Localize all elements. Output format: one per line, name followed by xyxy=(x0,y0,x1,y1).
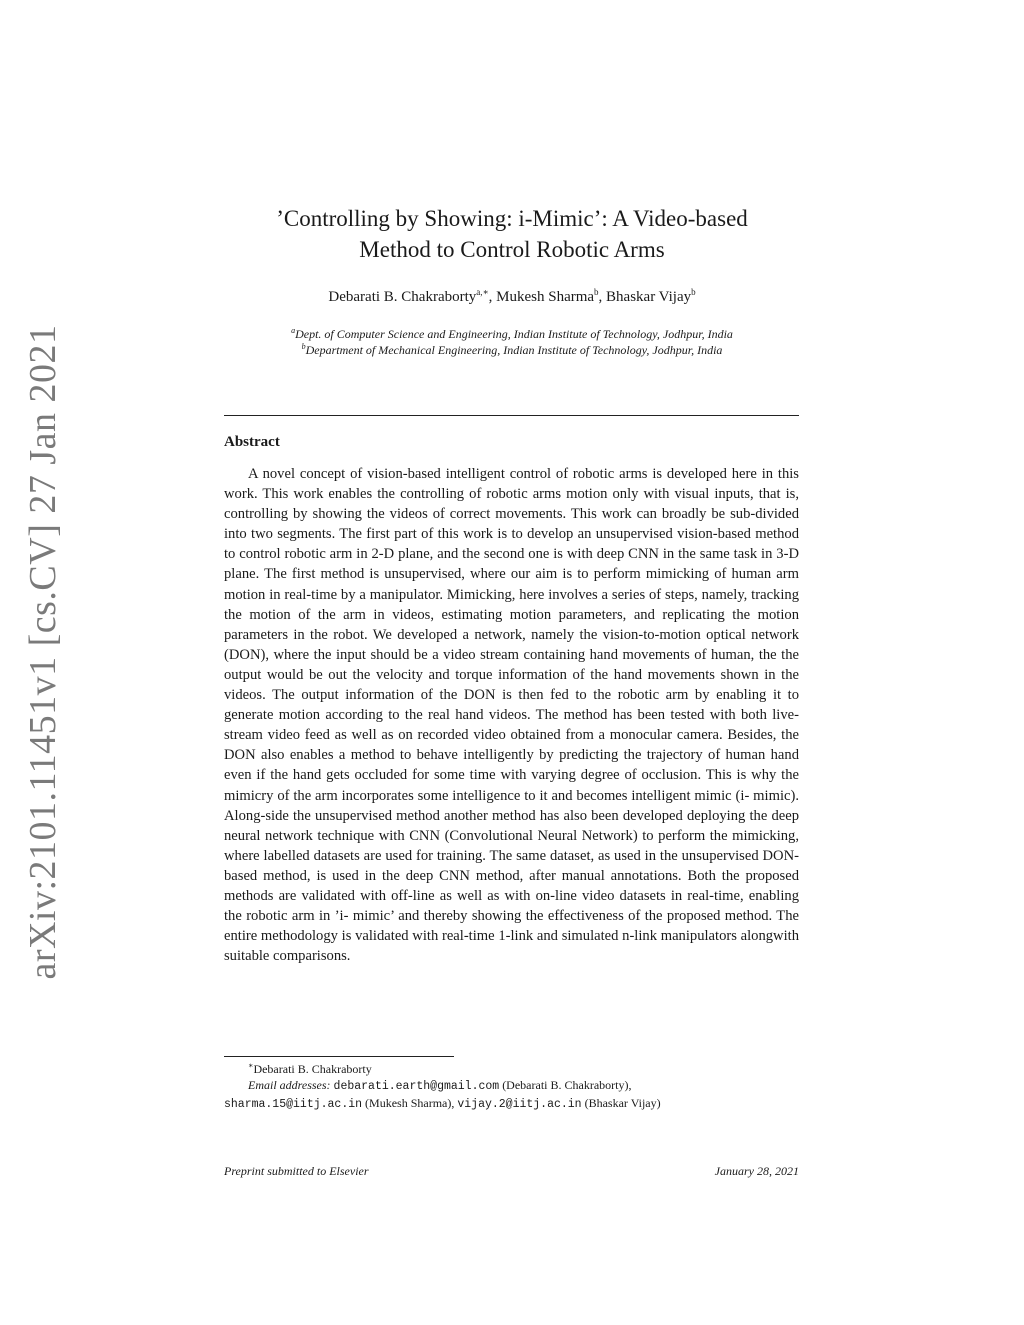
affiliation-mark: a xyxy=(291,326,296,335)
author-separator: , xyxy=(598,289,607,305)
email-line-1 xyxy=(224,1077,799,1095)
author-affiliation-mark: b xyxy=(594,287,599,297)
affiliation-line xyxy=(224,326,800,342)
author-name: Mukesh Sharma xyxy=(496,289,595,305)
paper-title xyxy=(224,203,800,265)
abstract-heading: Abstract xyxy=(224,434,280,450)
author-name: Debarati B. Chakraborty xyxy=(328,289,477,305)
email-address[interactable]: sharma.15@iitj.ac.in xyxy=(224,1098,363,1111)
author-affiliation-mark: b xyxy=(691,287,696,297)
author-separator: , xyxy=(488,289,497,305)
corresponding-author-note xyxy=(224,1061,799,1077)
affiliations xyxy=(224,326,800,358)
affiliation-text: Dept. of Computer Science and Engineering, Indian Institute of Technology, Jodhpur, India xyxy=(295,327,733,341)
email-label: Email addresses: xyxy=(248,1078,331,1092)
footnotes xyxy=(224,1061,799,1113)
email-line-2 xyxy=(224,1095,799,1113)
email-owner: (Bhaskar Vijay) xyxy=(581,1096,661,1110)
author-affiliation-mark: a,∗ xyxy=(476,287,489,297)
abstract-body xyxy=(224,464,799,966)
arxiv-identifier: arXiv:2101.11451v1 [cs.CV] 27 Jan 2021 xyxy=(22,324,64,980)
footnote-divider xyxy=(224,1056,454,1057)
author-name: Bhaskar Vijay xyxy=(606,289,692,305)
email-owner: (Mukesh Sharma), xyxy=(362,1096,458,1110)
email-address[interactable]: debarati.earth@gmail.com xyxy=(333,1080,500,1093)
author-list xyxy=(224,289,800,306)
corresponding-author-name: Debarati B. Chakraborty xyxy=(253,1062,372,1076)
affiliation-line xyxy=(224,342,800,358)
footnote-mark: ∗ xyxy=(248,1061,254,1070)
title-line-2: Method to Control Robotic Arms xyxy=(359,237,665,262)
title-line-1: ’Controlling by Showing: i-Mimic’: A Video-based xyxy=(276,206,748,231)
affiliation-text: Department of Mechanical Engineering, Indian Institute of Technology, Jodhpur, India xyxy=(305,343,723,357)
affiliation-mark: b xyxy=(301,342,306,351)
email-address[interactable]: vijay.2@iitj.ac.in xyxy=(457,1098,582,1111)
footer-preprint-note: Preprint submitted to Elsevier xyxy=(224,1164,369,1178)
abstract-paragraph: A novel concept of vision-based intelligent control of robotic arms is developed here in this work. This work enables the controlling of robotic arms motion only with visual inputs, that is, controlling by showing the videos of correct movements. This work can broadly be sub-divided into two segments. The first part of this work is to develop an unsupervised vision-based method to control robotic arm in 2-D plane, and the second one is with deep CNN in the same task in 3-D plane. The first method is unsupervised, where our aim is to perform mimicking of human arm motion in real-time by a manipulator. Mimicking, here involves a series of steps, namely, tracking the motion of the arm in videos, estimating motion parameters, and replicating the motion parameters in the robot. We developed a network, namely the vision-to-motion optical network (DON), where the input should be a video stream containing hand movements of human, the the output would be out the velocity and torque information of the hand movements shown in the videos. The output information of the DON is then fed to the robotic arm by enabling it to generate motion according to the real hand videos. The method has been tested with both live-stream video feed as well as on recorded video obtained from a monocular camera. Besides, the DON also enables a method to behave intelligently by predicting the trajectory of human hand even if the hand gets occluded for some time with varying degree of occlusion. This is why the mimicry of the arm incorporates some intelligence to it and becomes intelligent mimic (i- mimic). Along-side the unsupervised method another method has also been developed deploying the deep neural network technique with CNN (Convolutional Neural Network) to perform the mimicking, where labelled datasets are used for training. The same dataset, as used in the unsupervised DON-based method, is used in the deep CNN method, after manual annotations. Both the proposed methods are validated with off-line as well as with on-line video datasets in real-time, enabling the robotic arm in ’i- mimic’ and thereby showing the effectiveness of the proposed method. The entire methodology is validated with real-time 1-link and simulated n-link manipulators alongwith suitable comparisons. xyxy=(224,466,799,965)
section-divider xyxy=(224,415,799,416)
footer-date: January 28, 2021 xyxy=(714,1164,799,1178)
email-owner: (Debarati B. Chakraborty), xyxy=(499,1078,632,1092)
